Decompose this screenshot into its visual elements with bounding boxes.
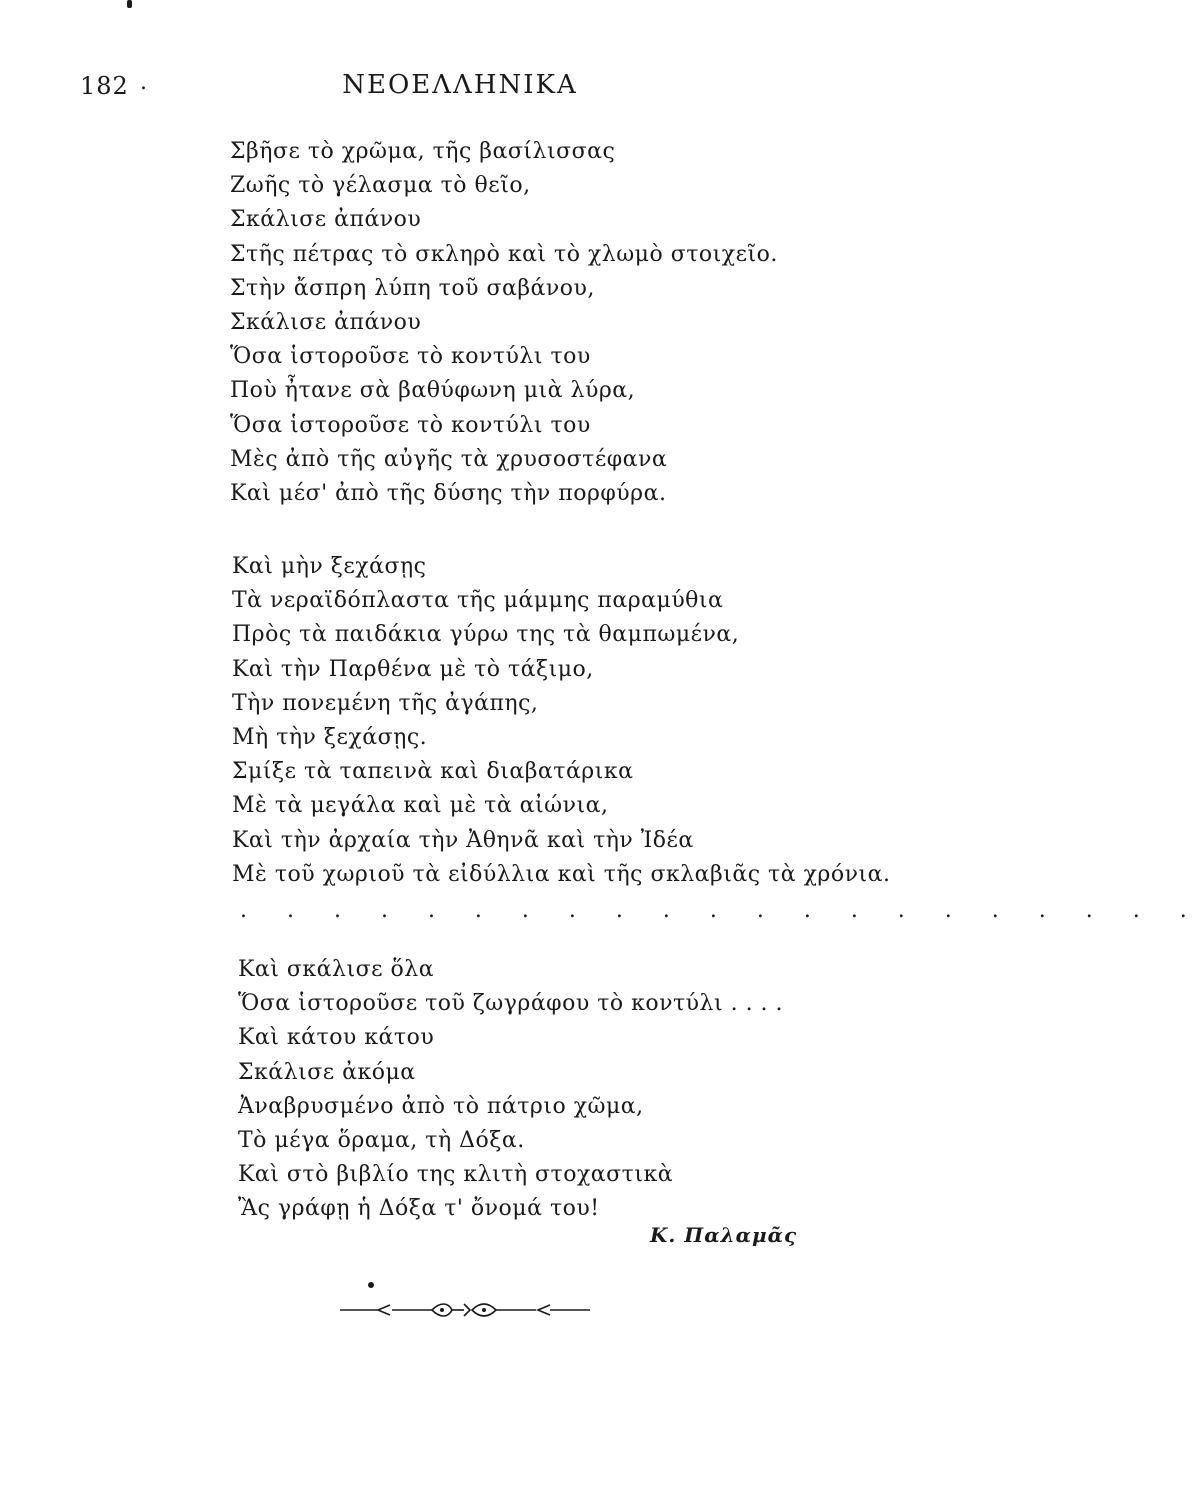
page-number: 182 bbox=[80, 72, 129, 100]
verse-line: Ἂς γράφῃ ἡ Δόξα τ' ὄνομά του! bbox=[238, 1196, 600, 1222]
page-number-mark: . bbox=[140, 70, 147, 95]
verse-line: Ζωῆς τὸ γέλασμα τὸ θεῖο, bbox=[230, 173, 531, 199]
verse-line: Ὅσα ἱστοροῦσε τοῦ ζωγράφου τὸ κοντύλι . . . . bbox=[238, 991, 784, 1017]
verse-line: Σκάλισε ἀπάνου bbox=[230, 207, 422, 233]
verse-line: Καὶ μὴν ξεχάσῃς bbox=[232, 554, 427, 579]
verse-line: Καὶ τὴν Παρθένα μὲ τὸ τάξιμο, bbox=[232, 656, 594, 682]
verse-line: Στὴν ἄσπρη λύπη τοῦ σαβάνου, bbox=[230, 275, 595, 301]
verse-line: Μὲ τοῦ χωριοῦ τὰ εἰδύλλια καὶ τῆς σκλαβιᾶς τὰ χρόνια. bbox=[232, 861, 891, 887]
running-title: ΝΕΟΕΛΛΗΝΙΚΑ bbox=[342, 70, 578, 100]
verse-line: Μὲ τὰ μεγάλα καὶ μὲ τὰ αἰώνια, bbox=[232, 793, 609, 819]
verse-line: Τὰ νεραϊδόπλαστα τῆς μάμμης παραμύθια bbox=[232, 588, 724, 614]
verse-line: Σκάλισε ἀκόμα bbox=[238, 1059, 416, 1085]
verse-line: Σκάλισε ἀπάνου bbox=[230, 309, 422, 335]
verse-line: Ποὺ ἦτανε σὰ βαθύφωνη μιὰ λύρα, bbox=[230, 378, 636, 404]
author-signature: Κ. Παλαμᾶς bbox=[650, 1223, 798, 1247]
verse-line: Καὶ σκάλισε ὅλα bbox=[238, 957, 435, 982]
verse-line: Καὶ κάτου κάτου bbox=[238, 1025, 435, 1051]
verse-line: Καὶ μέσ' ἀπὸ τῆς δύσης τὴν πορφύρα. bbox=[230, 480, 667, 506]
verse-line: Καὶ τὴν ἀρχαία τὴν Ἀθηνᾶ καὶ τὴν Ἰδέα bbox=[232, 827, 694, 853]
bullet-mark bbox=[368, 1282, 374, 1288]
ellipsis-row: . . . . . . . . . . . . . . . . . . . . . bbox=[240, 898, 1203, 923]
verse-line: Σβῆσε τὸ χρῶμα, τῆς βασίλισσας bbox=[230, 139, 616, 164]
poem-stanza-1 bbox=[230, 135, 870, 511]
fleuron-rule-icon bbox=[340, 1298, 590, 1322]
poem-stanza-2 bbox=[232, 550, 891, 892]
verse-line: Στῆς πέτρας τὸ σκληρὸ καὶ τὸ χλωμὸ στοιχεῖο. bbox=[230, 241, 778, 267]
verse-line: Ὅσα ἱστοροῦσε τὸ κοντύλι του bbox=[230, 344, 591, 370]
verse-line: Καὶ στὸ βιβλίο της κλιτὴ στοχαστικὰ bbox=[238, 1162, 674, 1188]
verse-line: Σμίξε τὰ ταπεινὰ καὶ διαβατάρικα bbox=[232, 759, 634, 785]
verse-line: Μὲς ἀπὸ τῆς αὐγῆς τὰ χρυσοστέφανα bbox=[230, 446, 668, 472]
poem-stanza-3 bbox=[238, 953, 878, 1227]
ink-speck bbox=[127, 0, 132, 8]
verse-line: Μὴ τὴν ξεχάσῃς. bbox=[232, 724, 428, 750]
verse-line: Ἀναβρυσμένο ἀπὸ τὸ πάτριο χῶμα, bbox=[238, 1093, 644, 1119]
verse-line: Ὅσα ἱστοροῦσε τὸ κοντύλι του bbox=[230, 412, 591, 438]
verse-line: Τὴν πονεμένη τῆς ἀγάπης, bbox=[232, 690, 539, 716]
verse-line: Τὸ μέγα ὅραμα, τὴ Δόξα. bbox=[238, 1127, 525, 1153]
verse-line: Πρὸς τὰ παιδάκια γύρω της τὰ θαμπωμένα, bbox=[232, 622, 740, 648]
